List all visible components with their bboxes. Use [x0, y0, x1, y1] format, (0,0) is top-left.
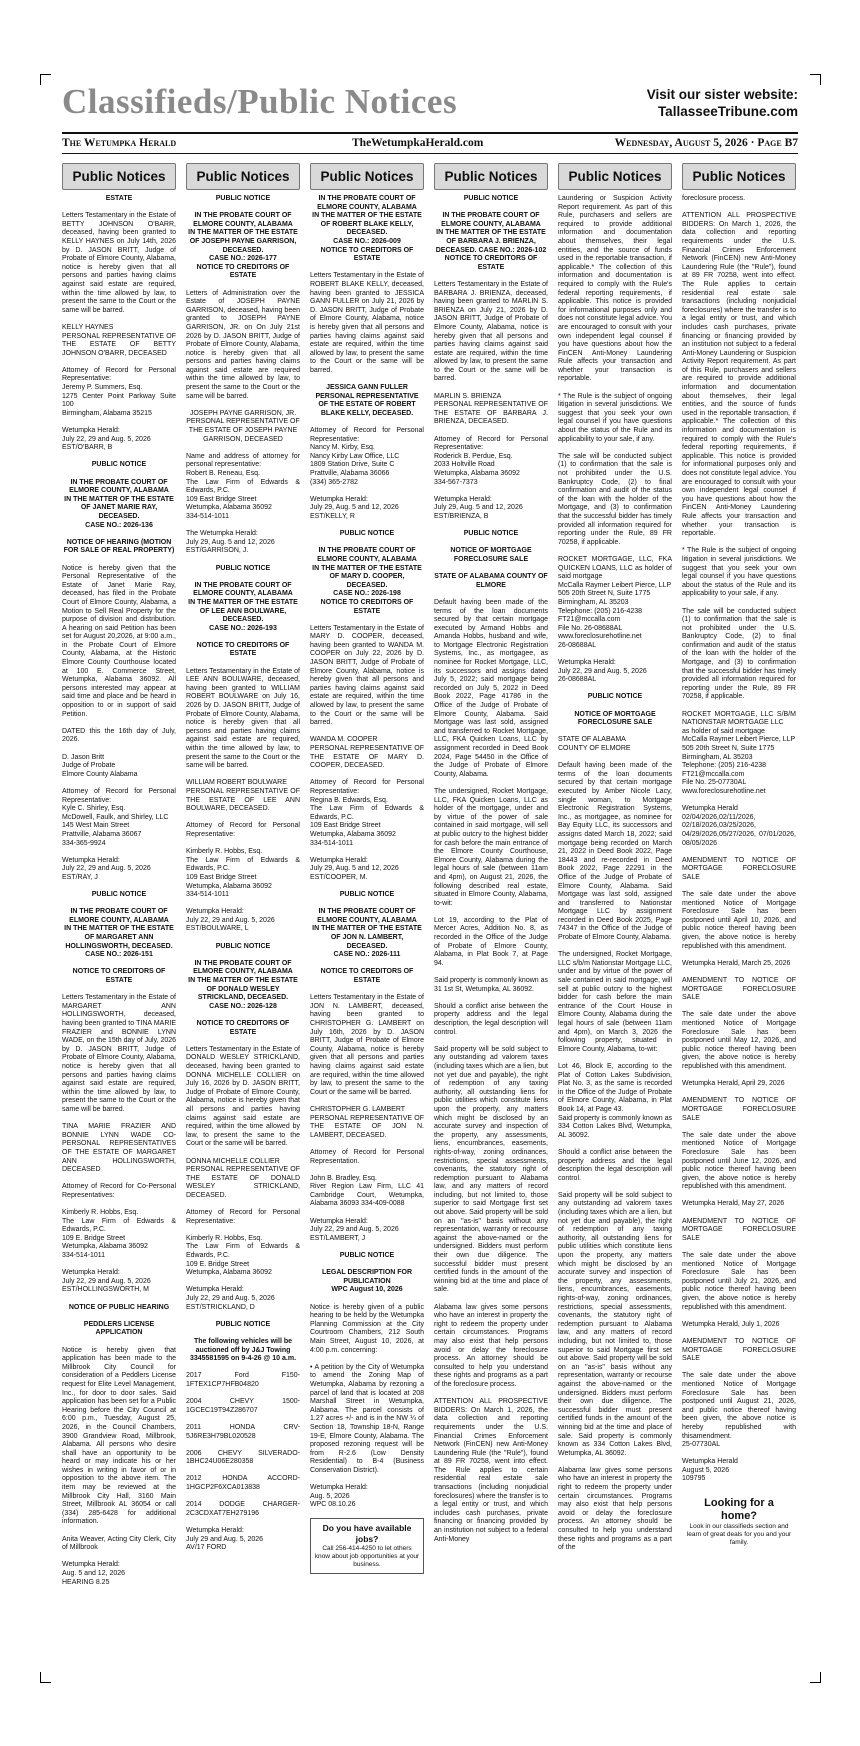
- notice-column: [310, 163, 424, 1643]
- notice-heading: IN THE PROBATE COURT OF ELMORE COUNTY, ALABAMA IN THE MATTER OF THE ESTATE OF MARGARET ANN HOLLINGSWORTH, DECEASED. CASE NO.: 2026-151: [64, 908, 174, 959]
- notice-heading: PUBLIC NOTICE: [463, 530, 519, 538]
- notice-heading: PUBLIC NOTICE: [215, 564, 271, 572]
- crop-mark: [40, 74, 51, 75]
- notice-text: D. Jason Britt Judge of Probate Elmore County Alabama: [62, 753, 138, 778]
- notice-text: ROCKET MORTGAGE, LLC S/B/M NATIONSTAR MORTGAGE LLC as holder of said mortgage McCalla Raymer Leibert Pierce, LLP 505 20th Street N, Suite 1775 Birmingham, AL 35203 Telephone: (205) 216-4238 FT21@mccalla.com File No. 25-07730AL www.foreclosurehotline.net: [682, 710, 796, 795]
- notice-text: Laundering or Suspicion Activity Report requirement. As part of this Rule, purchasers and sellers are required to provide additional information and documentation about themselves, their legal entities, and the source of funds used in the reportable transaction, if applicable.* The collection of this information and documentation is required to comply with the Rule's federal reporting requirements, if applicable. This notice is provided for informational purposes only and does not constitute legal advice. You are encouraged to consult with your own independent legal counsel if you have questions about how the FinCEN Anti-Money Laundering Rule affects your transaction and whether your transaction is reportable.: [558, 195, 672, 383]
- notice-text: DONNA MICHELLE COLLIER PERSONAL REPRESENTATIVE OF THE ESTATE OF DONALD WESLEY STRICKLAND, DECEASED.: [186, 1157, 300, 1199]
- notice-text: Letters Testamentary in the Estate of LEE ANN BOULWARE, deceased, having been granted to WILLIAM ROBERT BOULWARE on July 16, 2026 by D. JASON BRITT, Judge of Probate of Elmore County, Alabama, notice is hereby given that all persons and parties having claims against said estate are required, within the time allowed by law, to present the same to the Court or the same will be barred.: [186, 667, 300, 770]
- column-header: Public Notices: [310, 163, 424, 190]
- notice-heading: IN THE PROBATE COURT OF ELMORE COUNTY, ALABAMA IN THE MATTER OF THE ESTATE OF BARBARA J. BRIENZA, DECEASED. CASE NO.: 2026-102 NOTICE TO CREDITORS OF ESTATE: [435, 212, 547, 271]
- notice-text: Said property will be sold subject to any outstanding ad valorem taxes (including taxes which are a lien, but not yet due and payable), the right of redemption of any taxing authority, all outstanding liens for public utilities which constitute liens upon the property, any matters which might be disclosed by an accurate survey and inspection of the property, any assessments, liens, encumbrances, easements, rights-of-way, zoning ordinances, restrictions, special assessments, covenants, the statutory right of redemption pursuant to Alabama law, and any matters of record including, but not limited to, those superior to said Mortgage first set out above. Said property will be sold on an "as-is" basis without any representation, warranty or recourse against the above-named or the undersigned. Bidders must perform their own due diligence. The successful bidder must present certified funds in the amount of the winning bid at the time and place of sale. Said property is commonly known as 334 Cotton Lakes Blvd, Wetumpka, AL 36092.: [558, 1191, 672, 1457]
- notice-text: AMENDMENT TO NOTICE OF MORTGAGE FORECLOSURE SALE: [682, 1337, 796, 1363]
- notice-column: [186, 163, 300, 1643]
- home-ad: [682, 1493, 796, 1551]
- notice-text: Wetumpka Herald: Aug. 5 and 12, 2026 HEARING 8.25: [62, 1561, 126, 1586]
- crop-mark: [820, 74, 821, 85]
- notice-text: Alabama law gives some persons who have an interest in property the right to redeem the property under certain circumstances. Programs may also exist that help persons avoid or delay the foreclosure process. An attorney should be consulted to help you understand these rights and programs as a part of the: [558, 1466, 672, 1552]
- section-title: Classifieds/Public Notices: [62, 82, 458, 121]
- paper-name: The Wetumpka Herald: [62, 137, 177, 149]
- column-body: [62, 195, 176, 1587]
- notice-text: Lot 46, Block E, according to the Plat of Cotton Lakes Subdivision, Plat No. 3, as the same is recorded in the Office of the Judge of Probate of Elmore County, Alabama, in Plat Book 14, at Page 43. Said property is commonly known as 334 Cotton Lakes Blvd, Wetumpka, AL 36092.: [558, 1062, 672, 1139]
- notice-text: Attorney of Record for Personal Representative: Regina B. Edwards, Esq. The Law Firm of Edwards & Edwards, P.C. 109 East Bridge Street Wetumpka, Alabama 36092 334-514-1011: [310, 779, 424, 847]
- notice-text: STATE OF ALABAMA COUNTY OF ELMORE: [558, 736, 631, 752]
- notice-text: Kimberly R. Hobbs, Esq. The Law Firm of Edwards & Edwards, P.C. 109 E. Bridge Street Wetumpka, Alabama 36092 334-514-1011: [62, 1209, 176, 1260]
- notice-heading: IN THE PROBATE COURT OF ELMORE COUNTY, ALABAMA IN THE MATTER OF THE ESTATE OF JOSEPH PAYNE GARRISON, DECEASED. CASE NO.: 2026-177 NOTICE TO CREDITORS OF ESTATE: [188, 212, 298, 280]
- notice-text: Wetumpka Herald: July 22, 29 and Aug. 5, 2026 EST/HOLLINGSWORTH, M: [62, 1269, 151, 1294]
- notice-text: MARLIN S. BRIENZA PERSONAL REPRESENTATIVE OF THE ESTATE OF BARBARA J. BRIENZA, DECEASED.: [434, 392, 548, 426]
- notice-text: Attorney of Record for Personal Representative: Kyle C. Shirley, Esq. McDowell, Faulk, and Shirley, LLC 145 West Main Street Prattville, Alabama 36067 334-365-9924: [62, 787, 176, 847]
- notice-text: Wetumpka Herald: July 22, 29 and Aug. 5, 2026 EST/LAMBERT, J: [310, 1217, 399, 1242]
- notice-text: Wetumpka Herald August 5, 2026 109795: [682, 1458, 738, 1483]
- column-header: Public Notices: [434, 163, 548, 190]
- notice-text: Wetumpka Herald, March 25, 2026: [682, 959, 791, 967]
- jobs-ad-text: Call 256-414-4250 to let others know about job opportunities at your business.: [314, 1545, 420, 1569]
- notice-text: John B. Bradley, Esq. River Region Law Firm, LLC 41 Cambridge Court, Wetumpka, Alabama 36093 334-409-0088: [310, 1174, 424, 1208]
- notice-heading: IN THE PROBATE COURT OF ELMORE COUNTY, ALABAMA IN THE MATTER OF THE ESTATE OF JANET MARIE RAY, DECEASED. CASE NO.: 2026-136: [64, 478, 174, 529]
- notice-text: AMENDMENT TO NOTICE OF MORTGAGE FORECLOSURE SALE: [682, 977, 796, 1002]
- notice-heading: PUBLIC NOTICE: [215, 195, 271, 202]
- running-header: [62, 132, 798, 154]
- notice-text: Letters Testamentary in the Estate of MARY D. COOPER, deceased, having been granted to WANDA M. COOPER on July 22, 2026 by D. JASON BRITT, Judge of Probate of Elmore County, Alabama, notice is hereby given that all persons and parties having claims against said estate are required, within the time allowed by law, to present the same to the Court or the same will be barred.: [310, 624, 424, 727]
- notice-heading: IN THE PROBATE COURT OF ELMORE COUNTY, ALABAMA IN THE MATTER OF THE ESTATE OF LEE ANN BOULWARE, DECEASED. CASE NO.: 2026-193: [188, 581, 298, 632]
- website-link[interactable]: TheWetumpkaHerald.com: [352, 137, 484, 149]
- notice-heading: PUBLIC NOTICE: [339, 891, 395, 899]
- jobs-ad-title: Do you have available jobs?: [322, 1523, 412, 1545]
- notice-text: ATTENTION ALL PROSPECTIVE BIDDERS: On March 1, 2026, the data collection and reporting requirements under the U.S. Financial Crimes Enforcement Network (FinCEN) new Anti-Money Laundering Rule (the "Rule"), found at 89 FR 70258, went into effect. The Rule applies to certain residential real estate sale transactions (including nonjudicial foreclosures) where the transfer is to a legal entity or trust, and which includes cash purchases, private financing or financing provided by an institution not subject to a federal Anti-Money: [434, 1398, 548, 1543]
- notice-text: 2017 Ford F150-1FTEX1CP7HFB04820: [186, 1372, 300, 1388]
- notice-text: Notice is hereby given that the Personal Representative of the Estate of Janet Marie Ray, deceased, has filed in the Probate Court of Elmore County, Alabama, a Motion to Sell Real Property for the purpose of division and distribution. A hearing on said Petition has been set for August 20,2026, at 9:00 a.m., in the Probate Court of Elmore County, Alabama, at the Historic Elmore County Courthouse located at 100 E. Commerce Street, Wetumpka, Alabama 36092. All persons interested may appear at said time and place and be heard in opposition to or in support of said Petition.: [62, 564, 176, 718]
- notice-heading: PUBLIC NOTICE: [91, 461, 147, 469]
- notice-text: Attorney of Record for Personal Representative:: [186, 1209, 300, 1225]
- notice-text: CHRISTOPHER G. LAMBERT PERSONAL REPRESENTATIVE OF THE ESTATE OF JON N. LAMBERT, DECEASED.: [310, 1105, 424, 1139]
- notice-text: Wetumpka Herald: July 22, 29 and Aug. 5, 2026 EST/BOULWARE, L: [186, 908, 275, 933]
- notice-text: 2011 HONDA CRV-5J6RE3H79BL020528: [186, 1423, 300, 1440]
- crop-mark: [40, 1682, 51, 1683]
- notice-heading: NOTICE OF MORTGAGE FORECLOSURE SALE: [574, 710, 656, 727]
- notice-text: Letters Testamentary in the Estate of ROBERT BLAKE KELLY, deceased, having been granted to JESSICA GANN FULLER on July 21, 2026 by D. JASON BRITT, Judge of Probate of Elmore County, Alabama, notice is hereby given that all persons and parties having claims against said estate are required, within the time allowed by law, to present the same to the Court or the same will be barred.: [310, 272, 424, 374]
- column-body: [558, 195, 672, 1553]
- sister-site-promo: [647, 86, 798, 120]
- notice-text: 2004 CHEVY 1500-1GCEC19T94Z286707: [186, 1398, 300, 1414]
- notice-text: Letters of Administration over the Estate of JOSEPH PAYNE GARRISON, deceased, having been granted to JOSEPH PAYNE GARRISON, JR. on On July 21st 2026 by D. JASON BRITT, Judge of Probate of Elmore County, Alabama, notice is hereby given that all persons and parties having claims against said estate are required within the time allowed by law, to present the same to the Court or the same will be barred.: [186, 289, 300, 400]
- notice-text: The sale date under the above mentioned Notice of Mortgage Foreclosure Sale has been postponed until June 12, 2026, and public notice thereof having been given, the above notice is hereby republished with this amendment.: [682, 1131, 796, 1191]
- notice-text: Attorney of Record for Personal Representative: Nancy M. Kirby, Esq. Nancy Kirby Law Office, LLC 1809 Station Drive, Suite C Prattville, Alabama 36066 (334) 365-2782: [310, 427, 424, 486]
- notice-text: Wetumpka Herald 02/04/2026,02/11/2026, 02/18/2026,03/25/2026, 04/29/2026,05/27/2026, 07/01/2026, 08/05/2026: [682, 805, 796, 847]
- home-ad-title: Looking for a home?: [704, 1496, 774, 1522]
- notice-text: The sale date under the above mentioned Notice of Mortgage Foreclosure Sale has been postponed until April 10, 2026, and public notice thereof having been given, the above notice is hereby republished with this amendment.: [682, 891, 796, 950]
- notice-text: 2012 HONDA ACCORD-1HGCP2F6XCA013838: [186, 1475, 300, 1492]
- notice-column: [434, 163, 548, 1643]
- notice-text: ATTENTION ALL PROSPECTIVE BIDDERS: On March 1, 2026, the data collection and reporting requirements under the U.S. Financial Crimes Enforcement Network (FinCEN) new Anti-Money Laundering Rule (the "Rule"), found at 89 FR 70258, went into effect. The Rule applies to certain residential real estate sale transactions (including nonjudicial foreclosures) where the transfer is to a legal entity or trust, and which includes cash purchases, private financing or financing provided by an institution not subject to a federal Anti-Money Laundering or Suspicion Activity Report requirement. As part of this Rule, purchasers and sellers are required to provide additional information and documentation about themselves, their legal entities, and the source of funds used in the reportable transaction, if applicable.* The collection of this information and documentation is required to comply with the Rule's federal reporting requirements, if applicable. This notice is provided for informational purposes only and does not constitute legal advice. You are encouraged to consult with your own independent legal counsel if you have questions about how the FinCEN Anti-Money Laundering Rule affects your transaction and whether your transaction is reportable.: [682, 212, 796, 538]
- notice-heading: NOTICE TO CREDITORS OF ESTATE: [72, 968, 166, 985]
- notice-text: Alabama law gives some persons who have an interest in property the right to redeem the property under certain circumstances. Programs may also exist that help persons avoid or delay the foreclosure process. An attorney should be consulted to help you understand these rights and programs as a part of the foreclosure process.: [434, 1303, 548, 1388]
- notice-text: DATED this the 16th day of July, 2026.: [62, 727, 176, 744]
- notice-text: Should a conflict arise between the property address and the legal description, the legal description will control.: [434, 1002, 548, 1036]
- notice-heading: IN THE PROBATE COURT OF ELMORE COUNTY, ALABAMA IN THE MATTER OF THE ESTATE OF MARY D. COOPER, DECEASED. CASE NO.: 2026-198 NOTICE TO CREDITORS OF ESTATE: [312, 547, 422, 615]
- notice-heading: PUBLIC NOTICE: [587, 693, 643, 701]
- sister-site-link[interactable]: TallasseeTribune.com: [657, 104, 798, 119]
- notice-text: Said property will be sold subject to any outstanding ad valorem taxes (including taxes which are a lien, but not yet due and payable), the right of redemption of any taxing authority, all outstanding liens for public utilities which constitute liens upon the property, any matters which might be disclosed by an accurate survey and inspection of the property, any assessments, liens, encumbrances, easements, rights-of-way, zoning ordinances, restrictions, special assessments, covenants, the statutory right of redemption pursuant to Alabama law, and any matters of record including, but not limited to, those superior to said Mortgage first set out above. Said property will be sold on an "as-is" basis without any representation, warranty or recourse against the above-named or the undersigned. Bidders must perform their own due diligence. The successful bidder must present certified funds in the amount of the winning bid at the time and place of sale.: [434, 1045, 548, 1294]
- crop-mark: [40, 1672, 41, 1683]
- notice-column: [62, 163, 176, 1643]
- notice-text: Wetumpka Herald: July 29, Aug. 5 and 12, 2026 EST/KELLY, R: [310, 495, 399, 520]
- notice-text: Said property is commonly known as 31 1st St, Wetumpka, AL 36092.: [434, 977, 548, 993]
- notice-text: Attorney of Record for Personal Representation.: [310, 1148, 424, 1165]
- notice-text: The Wetumpka Herald: July 29, Aug. 5 and 12, 2026 EST/GARRISON, J.: [186, 530, 275, 555]
- column-header: Public Notices: [682, 163, 796, 190]
- notice-heading: PUBLIC NOTICE: [215, 1320, 271, 1328]
- notice-heading: IN THE PROBATE COURT OF ELMORE COUNTY, ALABAMA IN THE MATTER OF THE ESTATE OF DONALD WESLEY STRICKLAND, DECEASED. CASE NO.: 2026-128: [188, 959, 298, 1010]
- notice-text: Wetumpka Herald: July 29 and Aug. 5, 2026 AV/17 FORD: [186, 1527, 264, 1552]
- column-body: [682, 195, 796, 1484]
- notice-text: The sale date under the above mentioned Notice of Mortgage Foreclosure Sale has been postponed until August 21, 2026, and public notice thereof having been given, the above notice is hereby republished with thisamendment. 25-07730AL: [682, 1372, 796, 1449]
- notice-text: Kimberly R. Hobbs, Esq. The Law Firm of Edwards & Edwards, P.C. 109 E. Bridge Street Wetumpka, Alabama 36092: [186, 1234, 300, 1277]
- notice-text: WILLIAM ROBERT BOULWARE PERSONAL REPRESENTATIVE OF THE ESTATE OF LEE ANN BOULWARE, DECEASED.: [186, 779, 300, 813]
- notice-text: • A petition by the City of Wetumpka to amend the Zoning Map of Wetumpka, Alabama by rezoning a parcel of land that is located at 208 Marshall Street in Wetumpka, Alabama. The parcel consists of 1.27 acres +/- and is in the NW ¼ of Section 18, Township 18-N, Range 19-E, Elmore County, Alabama. The proposed rezoning request will be from R-2.6 (Low Density Residential) to B-4 (Business Conservation District).: [310, 1363, 424, 1474]
- column-body: [434, 195, 548, 1544]
- notice-text: Wetumpka Herald: Aug. 5, 2026 WPC 08.10.26: [310, 1484, 368, 1509]
- notice-text: Letters Testamentary in the Estate of BARBARA J. BRIENZA, deceased, having been granted to MARLIN S. BRIENZA on July 21, 2026 by D. JASON BRITT, Judge of Probate of Elmore County, Alabama, notice is hereby given that all persons and parties having claims against said estate are required, within the time allowed by law, to present the same to the Court or the same will be barred.: [434, 280, 548, 383]
- notice-heading: IN THE PROBATE COURT OF ELMORE COUNTY, ALABAMA IN THE MATTER OF THE ESTATE OF JON N. LAMBERT, DECEASED. CASE NO.: 2026-111: [312, 908, 422, 959]
- notice-heading: NOTICE OF PUBLIC HEARING: [68, 1303, 170, 1311]
- notice-text: Should a conflict arise between the property address and the legal description the legal description will control.: [558, 1148, 672, 1182]
- notice-text: Letters Testamentary in the Estate of DONALD WESLEY STRICKLAND, deceased, having been granted to DONNA MICHELLE COLLIER on July 16, 2026 by D. JASON BRITT, Judge of Probate of Elmore County, Alabama, notice is hereby given that all persons and parties having claims against said estate are required, within the time allowed by law, to present the same to the Court or the same will be barred.: [186, 1045, 300, 1148]
- column-body: [310, 195, 424, 1510]
- notice-text: ROCKET MORTGAGE, LLC, FKA QUICKEN LOANS, LLC as holder of said mortgage McCalla Raymer Leibert Pierce, LLP 505 20th Street N, Suite 1775 Birmingham, AL 35203 Telephone: (205) 216-4238 FT21@mccalla.com File No. 26-08688AL www.foreclosurehotline.net 26-08688AL: [558, 555, 672, 649]
- notice-text: 2006 CHEVY SILVERADO-1BHC24U06E280358: [186, 1449, 300, 1466]
- notice-heading: The following vehicles will be auctioned off by J&J Towing 3345581595 on 9-4-26 @ 10 a.m.: [189, 1337, 297, 1363]
- notice-text: Attorney of Record for Personal Representative: Roderick B. Perdue, Esq. 2033 Holtville Road Wetumpka, Alabama 36092 334-567-7373: [434, 435, 548, 486]
- notice-text: The sale will be conducted subject (1) to confirmation that the sale is not prohibited under the U.S. Bankruptcy Code, (2) to final confirmation and audit of the status of the loan with the holder of the Mortgage, and (3) to confirmation that the successful bidder has timely provided all information required for reporting under the Rule, 89 FR 70258, if applicable.: [682, 607, 796, 701]
- notice-heading: PUBLIC NOTICE: [463, 195, 519, 202]
- notice-text: Name and address of attorney for personal representative: Robert B. Reneau, Esq. The Law Firm of Edwards & Edwards, P.C. 109 East Bridge Street Wetumpka, Alabama 36092 334-514-1011: [186, 452, 300, 520]
- notices-columns: [62, 163, 798, 1643]
- date-and-page: Wednesday, August 5, 2026 · Page B7: [614, 137, 798, 149]
- jobs-ad: [310, 1518, 424, 1574]
- column-header: Public Notices: [186, 163, 300, 190]
- notice-heading: JESSICA GANN FULLER PERSONAL REPRESENTATIVE OF THE ESTATE OF ROBERT BLAKE KELLY, DECEASED.: [315, 384, 419, 417]
- notice-text: Wetumpka Herald: July 22, 29 and Aug. 5, 2026 EST/O'BARR, B: [62, 427, 151, 452]
- notice-heading: NOTICE TO CREDITORS OF ESTATE: [320, 968, 414, 985]
- notice-text: Wetumpka Herald: July 22, 29 and Aug. 5, 2026 EST/STRICKLAND, D: [186, 1286, 275, 1311]
- notice-heading: NOTICE TO CREDITORS OF ESTATE: [196, 1020, 290, 1036]
- notice-text: The sale date under the above mentioned Notice of Mortgage Foreclosure Sale has been postponed until May 12, 2026, and public notice thereof having been given, the above notice is hereby republished with this amendment.: [682, 1011, 796, 1070]
- column-header: Public Notices: [62, 163, 176, 190]
- notice-text: Default having been made of the terms of the loan documents secured by that certain mortgage executed by Armand Hobbs and Amanda Hobbs, husband and wife, to Mortgage Electronic Registration Systems, Inc., as mortgagee, as nominee for Rocket Mortgage, LLC, its successors and assigns dated July 5, 2022; said mortgage being recorded on July 5, 2022 in Deed Book 2022, Page 41786 in the Office of the Judge of Probate of Elmore County, Alabama. Said Mortgage was last sold, assigned and transferred to Rocket Mortgage, LLC, FKA Quicken Loans, LLC by assignment recorded in Deed Book 2024, Page 54450 in the Office of the Judge of Probate of Elmore County, Alabama.: [434, 598, 548, 778]
- notice-text: Wetumpka Herald: July 29, Aug. 5 and 12, 2026 EST/BRIENZA, B: [434, 495, 523, 520]
- notice-text: Wetumpka Herald: July 22, 29 and Aug. 5, 2026 EST/RAY, J: [62, 856, 151, 881]
- notice-heading: NOTICE OF MORTGAGE FORECLOSURE SALE: [450, 547, 532, 563]
- notice-text: Letters Testamentary in the Estate of BETTY JOHNSON O'BARR, deceased, having been granted to KELLY HAYNES on July 14th, 2026 by D. JASON BRITT, Judge of Probate of Elmore County, Alabama, notice is hereby given that all persons and parties having claims against said estate are required, within the time allowed by law, to present the same to the Court or the same will be barred.: [62, 212, 176, 314]
- notice-text: The sale will be conducted subject (1) to confirmation that the sale is not prohibited under the U.S. Bankruptcy Code, (2) to final confirmation and audit of the status of the loan with the holder of the Mortgage, and (3) to confirmation that the successful bidder has timely provided all information required for reporting under the Rule, 89 FR 70258, if applicable.: [558, 452, 672, 546]
- notice-text: Wetumpka Herald, April 29, 2026: [682, 1080, 785, 1088]
- notice-column: [558, 163, 672, 1643]
- notice-text: Attorney of Record for Personal Representative: Jeremy P. Summers, Esq. 1275 Center Point Parkway Suite 100 Birmingham, Alabama 35215: [62, 366, 176, 417]
- notice-text: The undersigned, Rocket Mortgage, LLC s/b/m Nationstar Mortgage LLC, under and by virtue of the power of sale contained in said mortgage, will sell at public outcry to the highest bidder for cash before the main entrance of the Court House in Elmore County, Alabama during the legal hours of sale (between 11am and 4pm), on March 3, 2026 the following property, situated in Elmore County, Alabama, to-wit:: [558, 951, 672, 1053]
- masthead: [62, 82, 798, 122]
- notice-text: Wetumpka Herald: July 22, 29 and Aug. 5, 2026 26-08688AL: [558, 659, 647, 684]
- column-header: Public Notices: [558, 163, 672, 190]
- notice-text: 2014 DODGE CHARGER-2C3CDXAT7EH279196: [186, 1501, 300, 1517]
- notice-heading: PEDDLERS LICENSE APPLICATION: [83, 1320, 155, 1337]
- notice-text: KELLY HAYNES PERSONAL REPRESENTATIVE OF THE ESTATE OF BETTY JOHNSON O'BARR, DECEASED: [62, 323, 176, 357]
- notice-text: Letters Testamentary in the Estate of MARGARET ANN HOLLINGSWORTH, deceased, having been granted to TINA MARIE FRAZIER and BONNIE LYNN WADE, on the 15th day of July, 2026 by D. JASON BRITT, Judge of Probate of Elmore County, Alabama, notice is hereby given that all persons and parties having claims against said estate are required, within the time allowed by law, to present the same to the Court or the same will be barred.: [62, 994, 176, 1113]
- notice-text: TINA MARIE FRAZIER AND BONNIE LYNN WADE CO-PERSONAL REPRESENTATIVES OF THE ESTATE OF MARGARET ANN HOLLINGSWORTH, DECEASED: [62, 1123, 176, 1174]
- column-body: [186, 195, 300, 1553]
- notice-column: [682, 163, 796, 1643]
- notice-text: * The Rule is the subject of ongoing litigation in several jurisdictions. We suggest that you seek your own legal counsel if you have questions about the status of the Rule and its applicability to your sale, if any.: [558, 392, 672, 443]
- notice-text: AMENDMENT TO NOTICE OF MORTGAGE FORECLOSURE SALE: [682, 856, 796, 881]
- notice-text: Letters Testamentary in the Estate of JON N. LAMBERT, deceased, having been granted to CHRISTOPHER G. LAMBERT on July 16th, 2026 by D. JASON BRITT, Judge of Probate of Elmore County, Alabama, notice is hereby given that all persons and parties having claims against said estate are required, within the time allowed by law, to present the same to the Court or the same will be barred.: [310, 994, 424, 1096]
- sister-site-label: Visit our sister website:: [646, 87, 798, 102]
- notice-text: * The Rule is the subject of ongoing litigation in several jurisdictions. We suggest that you seek your own legal counsel if you have questions about the status of the Rule and its applicability to your sale, if any.: [682, 547, 796, 598]
- notice-text: AMENDMENT TO NOTICE OF MORTGAGE FORECLOSURE SALE: [682, 1097, 796, 1122]
- notice-text: Notice is hereby given of a public hearing to be held by the Wetumpka Planning Commission at the City Courtroom Chambers, 212 South Main Street, August 10, 2026, at 4:00 p.m. concerning:: [310, 1303, 424, 1354]
- crop-mark: [40, 74, 41, 85]
- notice-text: JOSEPH PAYNE GARRISON, JR. PERSONAL REPRESENTATIVE OF THE ESTATE OF JOSEPH PAYNE GARRISON, DECEASED: [186, 409, 300, 443]
- notice-text: WANDA M. COOPER PERSONAL REPRESENTATIVE OF THE ESTATE OF MARY D. COOPER, DECEASED.: [310, 736, 424, 770]
- notice-text: Wetumpka Herald, July 1, 2026: [682, 1320, 780, 1328]
- notice-text: The undersigned, Rocket Mortgage, LLC, FKA Quicken Loans, LLC as holder of the mortgage, under and by virtue of the power of sale contained in said mortgage, will sell at public outcry to the highest bidder for cash before the main entrance of the Elmore County Courthouse, Elmore County, Alabama during the legal hours of sale (between 11am and 4pm), on August 21, 2026, the following described real estate, situated in Elmore County, Alabama, to-wit:: [434, 787, 548, 907]
- notice-heading: ESTATE: [105, 195, 133, 202]
- notice-text: AMENDMENT TO NOTICE OF MORTGAGE FORECLOSURE SALE: [682, 1217, 796, 1242]
- notice-heading: PUBLIC NOTICE: [339, 1252, 395, 1260]
- notice-text: foreclosure process.: [682, 195, 746, 202]
- notice-heading: NOTICE TO CREDITORS OF ESTATE: [196, 641, 290, 658]
- notice-text: Attorney of Record for Co-Personal Representatives:: [62, 1183, 176, 1199]
- notice-heading: PUBLIC NOTICE: [215, 942, 271, 950]
- notice-text: Wetumpka Herald: July 29, Aug. 5 and 12, 2026 EST/COOPER, M.: [310, 856, 399, 881]
- notice-heading: STATE OF ALABAMA COUNTY OF ELMORE: [434, 573, 548, 589]
- notice-text: Anita Weaver, Acting City Clerk, City of Millbrook: [62, 1535, 176, 1552]
- notice-heading: IN THE PROBATE COURT OF ELMORE COUNTY, ALABAMA IN THE MATTER OF THE ESTATE OF ROBERT BLAKE KELLY, DECEASED. CASE NO.: 2026-009 NOTICE TO CREDITORS OF ESTATE: [312, 195, 422, 263]
- notice-text: Default having been made of the terms of the loan documents secured by that certain mortgage executed by Amber Nicole Lacy, single woman, to Mortgage Electronic Registration Systems, Inc., as mortgagee, as nominee for Bay Equity LLC, its successors and assigns dated March 18, 2022; said mortgage being recorded on March 21, 2022 in Deed Book 2022, Page 18443 and re-recorded in Deed Book 2022, Page 22291 in the Office of the Judge of Probate of Elmore County, Alabama. Said Mortgage was last sold, assigned and transferred to Nationstar Mortgage LLC by assignment recorded in Deed Book 2025, Page 74347 in the Office of the Judge of Probate of Elmore County, Alabama.: [558, 762, 672, 942]
- notice-text: Notice is hereby given that application has been made to the Millbrook City Council for consideration of a Peddlers License request for Elite Level Management, Inc., for door to door sales. Said application has been set for a Public Hearing before the City Council at 6:00 p.m., Tuesday, August 25, 2026, in the Council Chambers, 3900 Grandview Road, Millbrook, Alabama. All persons who desire shall have an opportunity to be heard or may indicate his or her wishes in writing in favor of or in opposition to the above item. The item may be reviewed at the Millbrook City Hall, 3160 Main Street, Millbrook AL 36054 or call (334) 285-6428 for additional information.: [62, 1346, 176, 1526]
- home-ad-text: Look in our classifieds section and learn of great deals for you and your family.: [686, 1522, 792, 1546]
- notice-text: Lot 19, according to the Plat of Mercer Acres, Addition No. 8, as recorded in the Office of the Judge of Probate of Elmore County, Alabama, in Plat Book 7, at Page 94.: [434, 916, 548, 967]
- notice-text: Kimberly R. Hobbs, Esq. The Law Firm of Edwards & Edwards, P.C. 109 East Bridge Street Wetumpka, Alabama 36092 334-514-1011: [186, 848, 300, 899]
- notice-text: The sale date under the above mentioned Notice of Mortgage Foreclosure Sale has been postponed until July 21, 2026, and public notice thereof having been given, the above notice is hereby republished with this amendment.: [682, 1252, 796, 1311]
- notice-heading: LEGAL DESCRIPTION FOR PUBLICATION WPC August 10, 2026: [321, 1269, 413, 1294]
- notice-text: Wetumpka Herald, May 27, 2026: [682, 1200, 785, 1208]
- notice-text: Attorney of Record for Personal Representative:: [186, 822, 300, 838]
- notice-heading: PUBLIC NOTICE: [91, 891, 147, 899]
- crop-mark: [820, 1672, 821, 1683]
- notice-heading: NOTICE OF HEARING (MOTION FOR SALE OF REAL PROPERTY): [63, 538, 175, 555]
- notice-heading: PUBLIC NOTICE: [339, 530, 395, 538]
